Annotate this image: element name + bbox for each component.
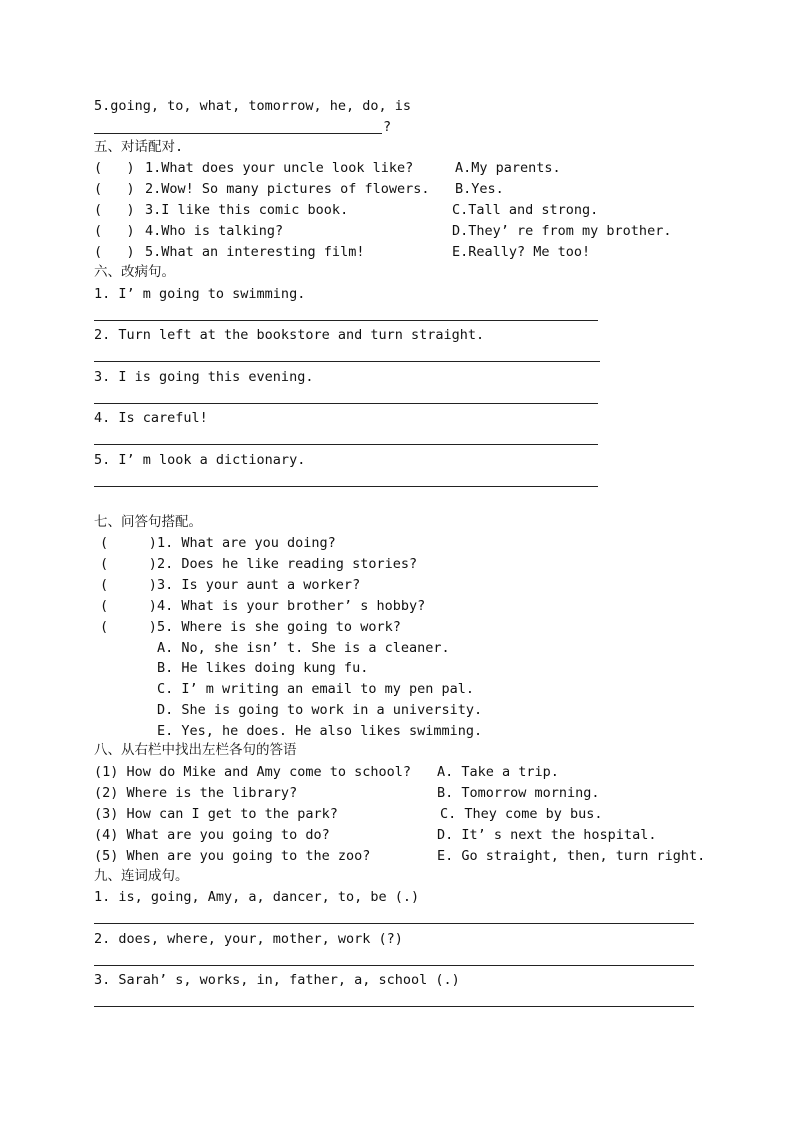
scramble-item: 1. is, going, Amy, a, dancer, to, be (.) [94,889,420,905]
correction-item: 4. Is careful! [94,410,208,426]
match-answer: E. Yes, he does. He also likes swimming. [157,723,483,739]
left-question: (2) Where is the library? [94,785,298,801]
match-answer: B. He likes doing kung fu. [157,660,369,676]
section-9-heading: 九、连词成句。 [94,868,189,884]
answer-bracket[interactable]: ( ) [100,577,157,593]
left-question: (1) How do Mike and Amy come to school? [94,764,411,780]
match-answer: D. She is going to work in a university. [157,702,483,718]
answer-bracket[interactable]: ( ) [100,556,157,572]
answer-line[interactable] [94,1006,694,1007]
dialog-question: 4.Who is talking? [145,223,284,239]
left-question: (3) How can I get to the park? [94,806,338,822]
answer-bracket[interactable]: ( ) [100,598,157,614]
scramble-item: 3. Sarah’ s, works, in, father, a, school (.) [94,972,460,988]
right-answer: C. They come by bus. [440,806,603,822]
answer-line[interactable] [94,923,694,924]
answer-line[interactable] [94,486,598,487]
right-answer: D. It’ s next the hospital. [437,827,657,843]
correction-item: 3. I is going this evening. [94,369,314,385]
answer-bracket[interactable]: ( ) [94,244,135,260]
section-8-heading: 八、从右栏中找出左栏各句的答语 [94,742,297,758]
answer-bracket[interactable]: ( ) [94,160,135,176]
answer-line[interactable] [94,403,598,404]
dialog-question: 3.I like this comic book. [145,202,349,218]
section-5-heading: 五、对话配对. [94,139,184,155]
question-mark: ? [383,119,392,135]
dialog-question: 1.What does your uncle look like? [145,160,414,176]
match-answer: C. I’ m writing an email to my pen pal. [157,681,474,697]
answer-bracket[interactable]: ( ) [94,181,135,197]
answer-bracket[interactable]: ( ) [94,202,135,218]
dialog-answer: B.Yes. [455,181,504,197]
match-question: 4. What is your brother’ s hobby? [157,598,426,614]
dialog-question: 2.Wow! So many pictures of flowers. [145,181,430,197]
answer-line[interactable] [94,444,598,445]
right-answer: B. Tomorrow morning. [437,785,600,801]
section-7-heading: 七、问答句搭配。 [94,514,202,530]
right-answer: E. Go straight, then, turn right. [437,848,706,864]
correction-item: 1. I’ m going to swimming. [94,286,306,302]
left-question: (5) When are you going to the zoo? [94,848,371,864]
left-question: (4) What are you going to do? [94,827,330,843]
answer-bracket[interactable]: ( ) [100,619,157,635]
match-question: 5. Where is she going to work? [157,619,401,635]
dialog-answer: A.My parents. [455,160,561,176]
dialog-answer: C.Tall and strong. [452,202,599,218]
match-question: 3. Is your aunt a worker? [157,577,361,593]
answer-line[interactable] [94,965,694,966]
correction-item: 5. I’ m look a dictionary. [94,452,306,468]
answer-line[interactable] [94,133,382,134]
question-5-words: 5.going, to, what, tomorrow, he, do, is [94,98,411,114]
scramble-item: 2. does, where, your, mother, work (?) [94,931,403,947]
section-6-heading: 六、改病句。 [94,264,175,280]
match-answer: A. No, she isn’ t. She is a cleaner. [157,640,450,656]
answer-line[interactable] [94,320,598,321]
dialog-answer: D.They’ re from my brother. [452,223,672,239]
answer-bracket[interactable]: ( ) [100,535,157,551]
dialog-answer: E.Really? Me too! [452,244,591,260]
match-question: 2. Does he like reading stories? [157,556,418,572]
answer-bracket[interactable]: ( ) [94,223,135,239]
correction-item: 2. Turn left at the bookstore and turn straight. [94,327,485,343]
answer-line[interactable] [94,361,600,362]
right-answer: A. Take a trip. [437,764,559,780]
match-question: 1. What are you doing? [157,535,336,551]
dialog-question: 5.What an interesting film! [145,244,365,260]
